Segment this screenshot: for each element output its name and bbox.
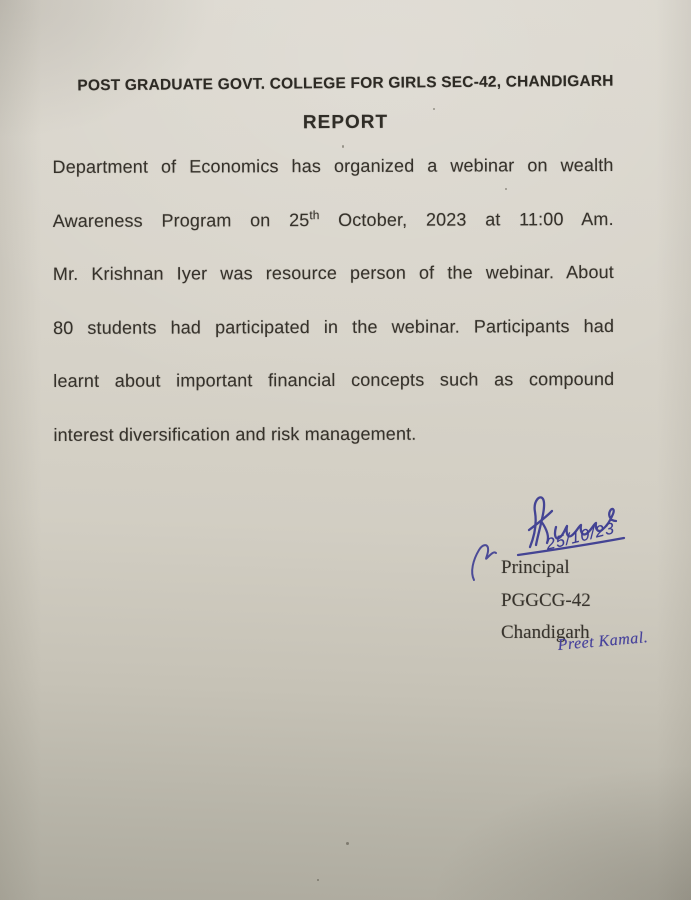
document-title: POST GRADUATE GOVT. COLLEGE FOR GIRLS SEC-42, CHANDIGARH: [77, 72, 614, 95]
report-line-1: Department of Economics has organized a webinar on wealth: [52, 155, 614, 177]
report-line-2-pre: Awareness Program on 25: [52, 209, 310, 231]
report-line-6: interest diversification and risk management.: [53, 423, 417, 445]
report-line-5: learnt about important financial concepts such as compound: [53, 369, 615, 391]
report-paragraph: [52, 139, 614, 462]
dust-speck: [505, 188, 507, 190]
signatory-designation: Principal: [501, 557, 570, 578]
report-line-3: Mr. Krishnan Iyer was resource person of the webinar. About: [52, 262, 614, 284]
handwritten-date: 25/10/23: [545, 519, 617, 554]
dust-speck: [342, 145, 344, 148]
signatory-institution: PGGCG-42: [501, 590, 591, 611]
dust-speck: [317, 879, 319, 881]
handwritten-name: Preet Kamal.: [557, 629, 649, 654]
ordinal-suffix: th: [309, 207, 320, 222]
dust-speck: [433, 108, 435, 110]
report-line-4: 80 students had participated in the webinar. Participants had: [53, 315, 615, 338]
report-heading: REPORT: [302, 111, 389, 134]
report-line-2: [53, 193, 614, 248]
signatory-city: Chandigarh: [501, 622, 590, 643]
dust-speck: [346, 842, 349, 845]
pen-tick-mark: [468, 540, 498, 589]
report-line-2-post: October, 2023 at 11:00 Am.: [319, 208, 614, 230]
